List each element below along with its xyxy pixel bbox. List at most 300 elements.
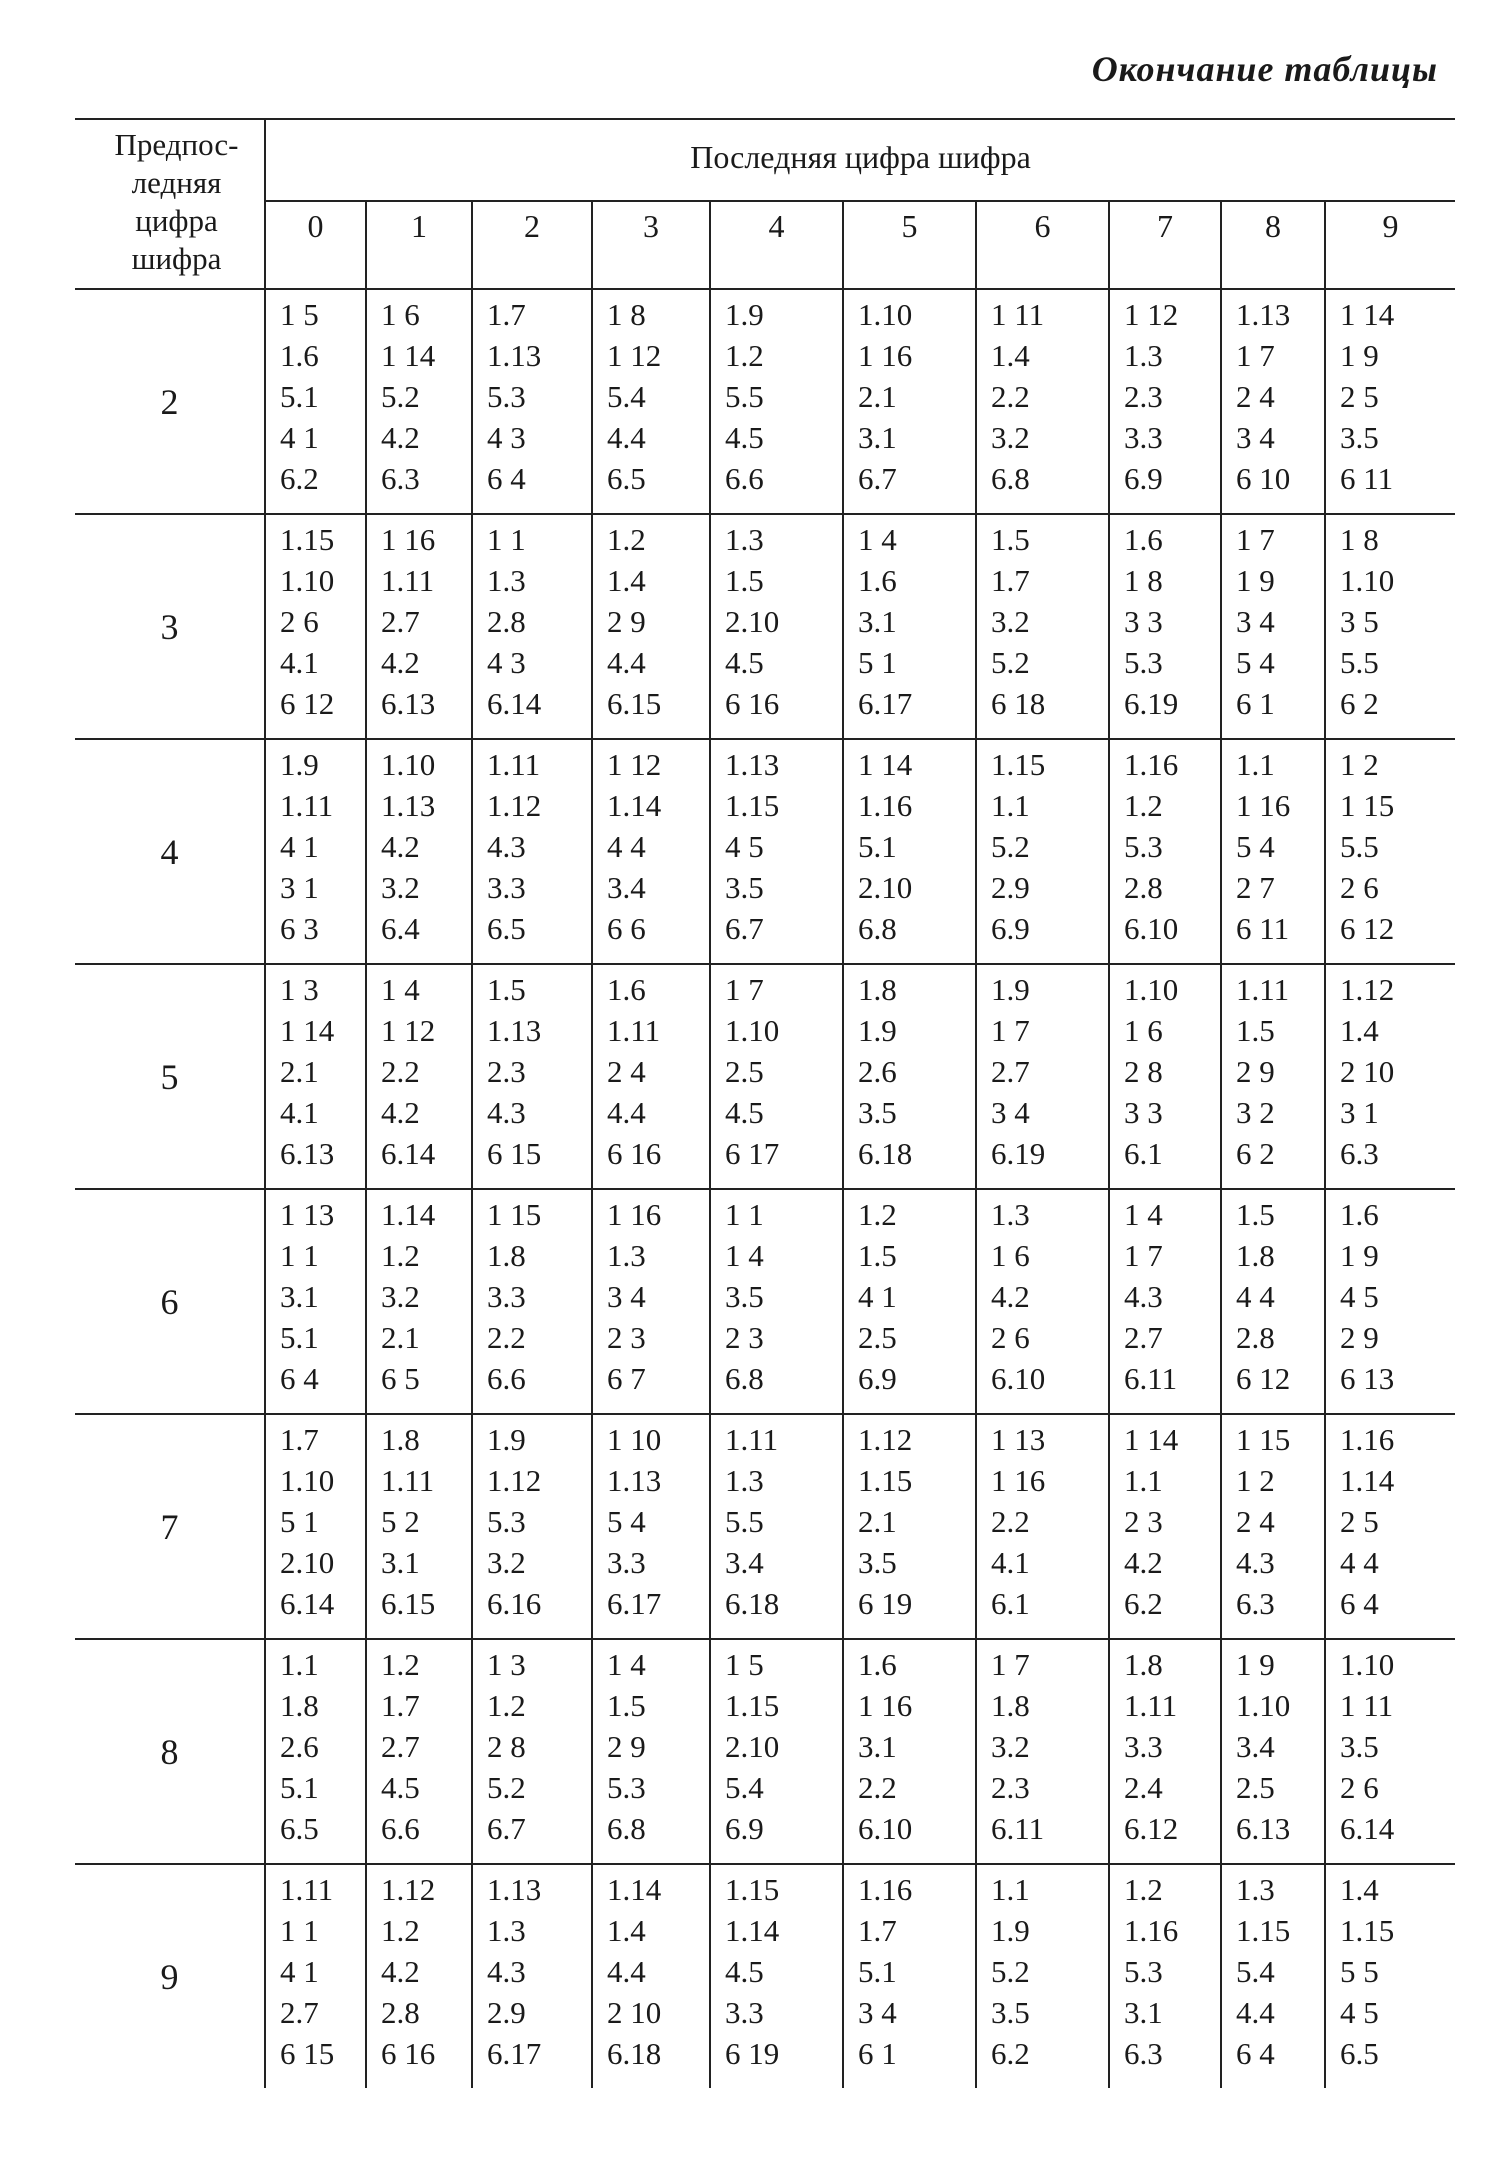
cell-value: 1.16 <box>1124 747 1179 782</box>
table-cell <box>265 1864 366 2088</box>
cell-value: 1.11 <box>280 788 334 823</box>
cell-value: 6.2 <box>280 461 319 496</box>
cell-value: 2 7 <box>1236 870 1275 905</box>
cell-value: 1 1 <box>725 1197 764 1232</box>
cell-value: 5.5 <box>725 379 764 414</box>
table-cell <box>976 514 1109 739</box>
cell-value: 1 14 <box>280 1013 335 1048</box>
table-row <box>75 964 1455 1189</box>
cell-value: 2.7 <box>280 1995 319 2030</box>
cell-value: 5.1 <box>858 1954 897 1989</box>
cell-value: 5 4 <box>607 1504 646 1539</box>
cell-value: 5 5 <box>1340 1954 1379 1989</box>
column-header: 4 <box>710 201 843 289</box>
cell-value: 6.7 <box>725 911 764 946</box>
cell-value: 1.9 <box>858 1013 897 1048</box>
cell-value: 3.4 <box>1236 1729 1275 1764</box>
cell-value: 1.2 <box>1124 1872 1163 1907</box>
table-body <box>75 289 1455 2088</box>
cell-value: 5.3 <box>487 1504 526 1539</box>
cell-value: 1.1 <box>1124 1463 1163 1498</box>
cell-value: 1 16 <box>607 1197 662 1232</box>
table-caption: Окончание таблицы <box>1091 49 1438 89</box>
table-cell <box>592 514 710 739</box>
cell-value: 4 1 <box>280 420 319 455</box>
row-label: 8 <box>75 1639 265 1864</box>
cell-value: 3.1 <box>1124 1995 1163 2030</box>
cell-value: 6.18 <box>607 2036 662 2071</box>
cell-value: 5 1 <box>858 645 897 680</box>
column-header: 2 <box>472 201 592 289</box>
cell-value: 4.5 <box>381 1770 420 1805</box>
table-cell <box>1325 1864 1455 2088</box>
cell-value: 1.8 <box>991 1688 1030 1723</box>
table-cell <box>1109 1864 1221 2088</box>
cell-value: 5 4 <box>1236 829 1275 864</box>
cell-value: 6.18 <box>858 1136 913 1171</box>
cell-value: 3.1 <box>858 604 897 639</box>
cell-value: 5.2 <box>991 829 1030 864</box>
cell-value: 2.1 <box>858 379 897 414</box>
table-cell <box>1221 964 1325 1189</box>
cell-value: 1 1 <box>280 1238 319 1273</box>
corner-line: ледняя <box>131 165 222 200</box>
table-cell <box>843 739 976 964</box>
table-cell <box>1221 1189 1325 1414</box>
cell-value: 1 7 <box>1236 338 1275 373</box>
table-cell <box>366 1189 472 1414</box>
cell-value: 1.12 <box>1340 972 1395 1007</box>
corner-header <box>75 119 265 289</box>
cell-value: 1.9 <box>991 1913 1030 1948</box>
cell-value: 1 4 <box>1124 1197 1163 1232</box>
cell-value: 3.2 <box>991 1729 1030 1764</box>
cell-value: 6.13 <box>280 1136 335 1171</box>
cell-value: 4.3 <box>487 1095 526 1130</box>
cell-value: 4 5 <box>1340 1279 1379 1314</box>
cell-value: 1 6 <box>1124 1013 1163 1048</box>
cell-value: 6 19 <box>725 2036 780 2071</box>
cell-value: 1.2 <box>1124 788 1163 823</box>
cell-value: 1.11 <box>725 1422 779 1457</box>
cell-value: 4.1 <box>280 1095 319 1130</box>
cell-value: 6 2 <box>1236 1136 1275 1171</box>
cell-value: 3.2 <box>487 1545 526 1580</box>
column-header: 1 <box>366 201 472 289</box>
cell-value: 2 4 <box>607 1054 646 1089</box>
cell-value: 6.15 <box>607 686 662 721</box>
cell-value: 1.10 <box>381 747 436 782</box>
table-cell <box>592 1189 710 1414</box>
cell-value: 1.11 <box>1124 1688 1178 1723</box>
cell-value: 3.3 <box>1124 420 1163 455</box>
cell-value: 2.9 <box>487 1995 526 2030</box>
cell-value: 1.8 <box>1236 1238 1275 1273</box>
cell-value: 5.2 <box>991 645 1030 680</box>
cell-value: 5.4 <box>1236 1954 1275 1989</box>
cell-value: 4.5 <box>725 420 764 455</box>
cell-value: 4.2 <box>381 1954 420 1989</box>
cell-value: 6.1 <box>991 1586 1030 1621</box>
cell-value: 6.5 <box>607 461 646 496</box>
cell-value: 1 7 <box>991 1647 1030 1682</box>
cell-value: 5.4 <box>725 1770 764 1805</box>
cell-value: 6.14 <box>487 686 542 721</box>
cell-value: 6.3 <box>1340 1136 1379 1171</box>
cell-value: 2 9 <box>1340 1320 1379 1355</box>
cell-value: 1.14 <box>381 1197 436 1232</box>
cell-value: 1.8 <box>381 1422 420 1457</box>
cell-value: 2.2 <box>487 1320 526 1355</box>
cell-value: 2.2 <box>991 379 1030 414</box>
column-header: 5 <box>843 201 976 289</box>
table-cell <box>366 514 472 739</box>
cell-value: 2.1 <box>858 1504 897 1539</box>
cell-value: 1.5 <box>607 1688 646 1723</box>
corner-line: Предпос- <box>114 127 239 162</box>
cell-value: 1.5 <box>1236 1197 1275 1232</box>
table-cell <box>976 1414 1109 1639</box>
table-cell <box>592 1639 710 1864</box>
cell-value: 1.5 <box>1236 1013 1275 1048</box>
cell-value: 6 19 <box>858 1586 913 1621</box>
cell-value: 1.15 <box>280 522 335 557</box>
cell-value: 6 17 <box>725 1136 780 1171</box>
cell-value: 5.5 <box>725 1504 764 1539</box>
cell-value: 6.10 <box>858 1811 913 1846</box>
cell-value: 1.12 <box>858 1422 913 1457</box>
cell-value: 1 7 <box>991 1013 1030 1048</box>
cell-value: 2.6 <box>280 1729 319 1764</box>
table-cell <box>1325 1414 1455 1639</box>
cell-value: 4.2 <box>381 1095 420 1130</box>
cell-value: 1.14 <box>607 1872 662 1907</box>
cell-value: 6.18 <box>725 1586 780 1621</box>
cell-value: 6.4 <box>381 911 420 946</box>
table-cell <box>710 1414 843 1639</box>
column-header: 9 <box>1325 201 1455 289</box>
table-cell <box>843 1414 976 1639</box>
cell-value: 2.3 <box>1124 379 1163 414</box>
cell-value: 6 1 <box>858 2036 897 2071</box>
table-cell <box>1221 1864 1325 2088</box>
cell-value: 6.9 <box>991 911 1030 946</box>
cell-value: 1.4 <box>607 1913 646 1948</box>
cell-value: 3.3 <box>1124 1729 1163 1764</box>
cell-value: 3.5 <box>725 1279 764 1314</box>
cell-value: 3.4 <box>607 870 646 905</box>
cell-value: 2.4 <box>1124 1770 1163 1805</box>
table-cell <box>366 1414 472 1639</box>
cell-value: 5.2 <box>487 1770 526 1805</box>
table-cell <box>472 289 592 514</box>
cell-value: 1 4 <box>725 1238 764 1273</box>
cell-value: 3.2 <box>991 604 1030 639</box>
cell-value: 3.3 <box>487 870 526 905</box>
table-cell <box>1221 514 1325 739</box>
cell-value: 1.6 <box>280 338 319 373</box>
cell-value: 6 15 <box>280 2036 335 2071</box>
cell-value: 1.2 <box>381 1647 420 1682</box>
cell-value: 6 13 <box>1340 1361 1395 1396</box>
cell-value: 1 13 <box>991 1422 1046 1457</box>
cell-value: 1 15 <box>487 1197 542 1232</box>
cell-value: 6.15 <box>381 1586 436 1621</box>
table-cell <box>265 1639 366 1864</box>
cell-value: 2 3 <box>607 1320 646 1355</box>
table-cell <box>710 739 843 964</box>
cell-value: 1.4 <box>1340 1872 1379 1907</box>
cell-value: 4.4 <box>607 420 646 455</box>
cell-value: 3.1 <box>381 1545 420 1580</box>
cell-value: 4.4 <box>607 1954 646 1989</box>
cell-value: 6.3 <box>381 461 420 496</box>
table-row <box>75 289 1455 514</box>
cell-value: 6.9 <box>858 1361 897 1396</box>
cell-value: 2.2 <box>991 1504 1030 1539</box>
cell-value: 1.8 <box>858 972 897 1007</box>
table-cell <box>265 289 366 514</box>
cell-value: 1 5 <box>725 1647 764 1682</box>
cell-value: 1.9 <box>487 1422 526 1457</box>
cell-value: 1 11 <box>1340 1688 1394 1723</box>
cell-value: 2.1 <box>381 1320 420 1355</box>
cell-value: 2 3 <box>725 1320 764 1355</box>
cell-value: 1.10 <box>1340 1647 1395 1682</box>
cell-value: 1.2 <box>381 1238 420 1273</box>
cell-value: 1.10 <box>1340 563 1395 598</box>
cell-value: 1.13 <box>607 1463 662 1498</box>
cell-value: 6.6 <box>487 1361 526 1396</box>
cell-value: 1.15 <box>858 1463 913 1498</box>
column-header: 8 <box>1221 201 1325 289</box>
cell-value: 6.5 <box>1340 2036 1379 2071</box>
cell-value: 2.3 <box>487 1054 526 1089</box>
cell-value: 6.19 <box>991 1136 1046 1171</box>
cell-value: 2 9 <box>1236 1054 1275 1089</box>
cell-value: 5.1 <box>280 1320 319 1355</box>
cell-value: 6.3 <box>1236 1586 1275 1621</box>
cell-value: 4.3 <box>1124 1279 1163 1314</box>
cell-value: 5.2 <box>381 379 420 414</box>
table-cell <box>472 739 592 964</box>
cell-value: 2.8 <box>487 604 526 639</box>
cell-value: 6 16 <box>607 1136 662 1171</box>
table-header <box>75 119 1455 289</box>
cell-value: 1.16 <box>858 1872 913 1907</box>
cell-value: 6 7 <box>607 1361 646 1396</box>
table-cell <box>265 514 366 739</box>
cell-value: 2.1 <box>280 1054 319 1089</box>
table-cell <box>843 1189 976 1414</box>
cell-value: 6 4 <box>1340 1586 1379 1621</box>
table-cell <box>976 1639 1109 1864</box>
cell-value: 6 2 <box>1340 686 1379 721</box>
cell-value: 2.7 <box>991 1054 1030 1089</box>
column-header: 7 <box>1109 201 1221 289</box>
cell-value: 4.2 <box>1124 1545 1163 1580</box>
cell-value: 1.5 <box>725 563 764 598</box>
cell-value: 1 12 <box>607 338 662 373</box>
cell-value: 5.3 <box>1124 645 1163 680</box>
table-cell <box>265 739 366 964</box>
cell-value: 1.6 <box>858 1647 897 1682</box>
cell-value: 3 3 <box>1124 1095 1163 1130</box>
table-cell <box>976 739 1109 964</box>
cell-value: 1 16 <box>858 1688 913 1723</box>
cell-value: 1 11 <box>991 297 1045 332</box>
row-label: 3 <box>75 514 265 739</box>
cell-value: 5.3 <box>1124 1954 1163 1989</box>
cell-value: 1 4 <box>607 1647 646 1682</box>
cell-value: 1 3 <box>280 972 319 1007</box>
cell-value: 1 14 <box>1124 1422 1179 1457</box>
cell-value: 2 4 <box>1236 379 1275 414</box>
cell-value: 5.3 <box>607 1770 646 1805</box>
cell-value: 6 12 <box>1236 1361 1291 1396</box>
cell-value: 1.15 <box>725 1688 780 1723</box>
table-cell <box>366 1864 472 2088</box>
cell-value: 1.3 <box>487 1913 526 1948</box>
cell-value: 1 13 <box>280 1197 335 1232</box>
cell-value: 5 1 <box>280 1504 319 1539</box>
cell-value: 3 1 <box>280 870 319 905</box>
cell-value: 1.6 <box>1124 522 1163 557</box>
cell-value: 1.12 <box>487 788 542 823</box>
table-cell <box>592 739 710 964</box>
cell-value: 2 9 <box>607 604 646 639</box>
cell-value: 6.6 <box>725 461 764 496</box>
table-cell <box>1325 289 1455 514</box>
column-header: 0 <box>265 201 366 289</box>
cell-value: 5.2 <box>991 1954 1030 1989</box>
cell-value: 1.7 <box>991 563 1030 598</box>
cell-value: 1.14 <box>607 788 662 823</box>
cell-value: 1.7 <box>280 1422 319 1457</box>
cell-value: 2 4 <box>1236 1504 1275 1539</box>
cell-value: 3.3 <box>487 1279 526 1314</box>
cell-value: 2.8 <box>1124 870 1163 905</box>
cell-value: 3 4 <box>1236 604 1275 639</box>
cell-value: 6 12 <box>280 686 335 721</box>
cell-value: 2 10 <box>607 1995 662 2030</box>
cell-value: 2.10 <box>858 870 913 905</box>
table-cell <box>472 1639 592 1864</box>
cell-value: 4.3 <box>487 1954 526 1989</box>
cell-value: 3.1 <box>858 1729 897 1764</box>
table-cell <box>710 514 843 739</box>
cell-value: 6.7 <box>487 1811 526 1846</box>
cell-value: 2.10 <box>725 604 780 639</box>
table-cell <box>1221 1639 1325 1864</box>
cell-value: 2 6 <box>991 1320 1030 1355</box>
cell-value: 3.5 <box>858 1545 897 1580</box>
cell-value: 6.16 <box>487 1586 542 1621</box>
cell-value: 1.7 <box>381 1688 420 1723</box>
cell-value: 2.8 <box>1236 1320 1275 1355</box>
cell-value: 2 6 <box>1340 1770 1379 1805</box>
cell-value: 6.13 <box>1236 1811 1291 1846</box>
cell-value: 1.1 <box>1236 747 1275 782</box>
cell-value: 4.4 <box>1236 1995 1275 2030</box>
cell-value: 6 6 <box>607 911 646 946</box>
cell-value: 4 1 <box>280 1954 319 1989</box>
cell-value: 1.13 <box>487 1872 542 1907</box>
table-cell <box>265 964 366 1189</box>
table-cell <box>976 964 1109 1189</box>
cell-value: 6 18 <box>991 686 1046 721</box>
cell-value: 6.2 <box>991 2036 1030 2071</box>
cell-value: 1.11 <box>381 1463 435 1498</box>
cell-value: 4.3 <box>487 829 526 864</box>
table-cell <box>1109 514 1221 739</box>
row-label: 6 <box>75 1189 265 1414</box>
cell-value: 5.1 <box>280 1770 319 1805</box>
cell-value: 2.10 <box>725 1729 780 1764</box>
cell-value: 6.5 <box>280 1811 319 1846</box>
cell-value: 6.2 <box>1124 1586 1163 1621</box>
cell-value: 1.13 <box>725 747 780 782</box>
cell-value: 1.13 <box>487 338 542 373</box>
table-cell <box>1109 1189 1221 1414</box>
cell-value: 1 15 <box>1340 788 1395 823</box>
table-cell <box>366 289 472 514</box>
table-row <box>75 1414 1455 1639</box>
table-row <box>75 1864 1455 2088</box>
table-cell <box>1325 1189 1455 1414</box>
cell-value: 5.1 <box>280 379 319 414</box>
cell-value: 2.6 <box>858 1054 897 1089</box>
cell-value: 1.11 <box>487 747 541 782</box>
table-row <box>75 739 1455 964</box>
cell-value: 1.12 <box>487 1463 542 1498</box>
cell-value: 3 4 <box>991 1095 1030 1130</box>
table-cell <box>710 1639 843 1864</box>
cell-value: 6.17 <box>858 686 913 721</box>
cell-value: 6 12 <box>1340 911 1395 946</box>
cell-value: 1.5 <box>858 1238 897 1273</box>
table-cell <box>1109 1414 1221 1639</box>
cell-value: 6.13 <box>381 686 436 721</box>
cell-value: 5.5 <box>1340 829 1379 864</box>
cell-value: 6 4 <box>1236 2036 1275 2071</box>
cell-value: 1.11 <box>381 563 435 598</box>
row-label: 7 <box>75 1414 265 1639</box>
cell-value: 1.1 <box>991 788 1030 823</box>
cell-value: 1.15 <box>725 788 780 823</box>
cell-value: 1.16 <box>858 788 913 823</box>
cell-value: 4.1 <box>991 1545 1030 1580</box>
cell-value: 1.3 <box>725 1463 764 1498</box>
cell-value: 2.7 <box>381 1729 420 1764</box>
cell-value: 4.3 <box>1236 1545 1275 1580</box>
cell-value: 4 4 <box>1340 1545 1379 1580</box>
cell-value: 6.8 <box>607 1811 646 1846</box>
cell-value: 4 4 <box>1236 1279 1275 1314</box>
cell-value: 4.4 <box>607 1095 646 1130</box>
cell-value: 3.4 <box>725 1545 764 1580</box>
cell-value: 3.5 <box>1340 1729 1379 1764</box>
cell-value: 1.15 <box>991 747 1046 782</box>
cell-value: 1 4 <box>381 972 420 1007</box>
cell-value: 4.5 <box>725 645 764 680</box>
table-cell <box>472 964 592 1189</box>
cell-value: 2.3 <box>991 1770 1030 1805</box>
cell-value: 1 14 <box>1340 297 1395 332</box>
cell-value: 1.10 <box>280 1463 335 1498</box>
table-cell <box>1109 1639 1221 1864</box>
table-cell <box>843 289 976 514</box>
